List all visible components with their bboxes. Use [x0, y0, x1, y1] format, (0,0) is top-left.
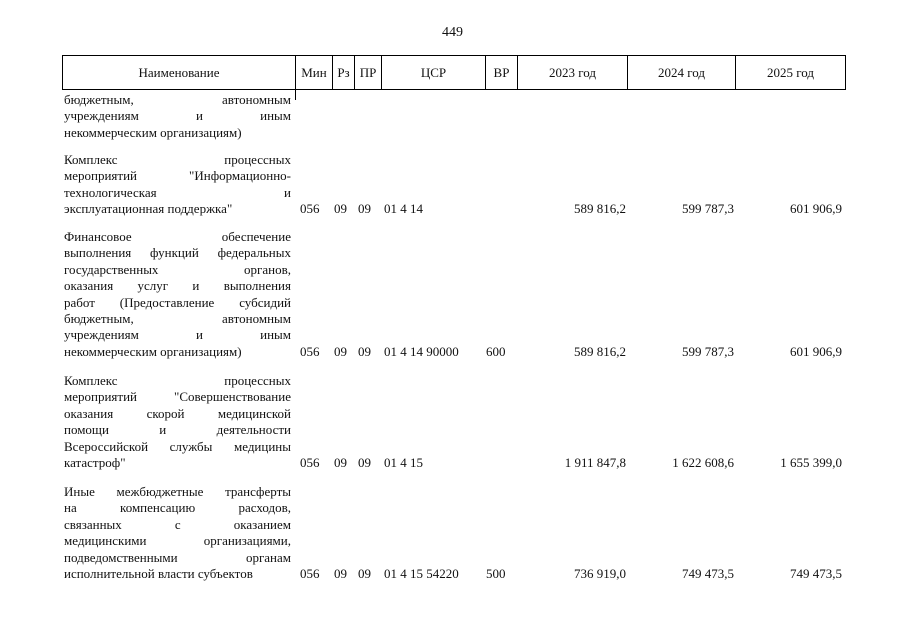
cell-vr: 500 [486, 566, 506, 581]
header-csr: ЦСР [382, 56, 486, 89]
row-name-line: эксплуатационная поддержка" [64, 201, 233, 217]
cell-y2025: 1 655 399,0 [780, 455, 842, 470]
row-name-line: технологическая и [64, 184, 291, 200]
header-name: Наименование [63, 56, 296, 89]
table-header [62, 55, 846, 90]
column-divider [295, 90, 296, 100]
cell-min: 056 [300, 455, 320, 470]
row-name-line: некоммерческим организациям) [64, 124, 242, 140]
row-name-line: некоммерческим организациям) [64, 343, 242, 359]
row-name-line: исполнительной власти субъектов [64, 565, 253, 581]
row-name-line: Всероссийской службы медицины [64, 438, 291, 454]
cell-min: 056 [300, 343, 320, 359]
row-name-line: катастроф" [64, 454, 126, 470]
row-name-line: государственных органов, [64, 261, 291, 277]
cell-rz: 09 [334, 201, 347, 217]
row-name-line: связанных с оказанием [64, 516, 291, 532]
cell-y2024: 749 473,5 [682, 566, 734, 581]
row-name-line: помощи и деятельности [64, 422, 291, 438]
row-name-line: учреждениям и иным [64, 327, 291, 343]
header-min: Мин [296, 56, 333, 89]
header-2024: 2024 год [628, 56, 736, 89]
row-name-line: бюджетным, автономным [64, 310, 291, 326]
row-name-line: Комплекс процессных [64, 152, 291, 167]
cell-y2024: 599 787,3 [682, 201, 734, 217]
cell-pr: 09 [358, 566, 371, 581]
cell-y2023: 589 816,2 [574, 343, 626, 359]
header-2023: 2023 год [518, 56, 628, 89]
row-name-line: выполнения функций федеральных [64, 245, 291, 261]
cell-y2023: 1 911 847,8 [564, 455, 626, 470]
cell-y2025: 601 906,9 [790, 343, 842, 359]
row-name-line: бюджетным, автономным [64, 92, 291, 107]
cell-min: 056 [300, 566, 320, 581]
row-name [64, 92, 291, 141]
row-name [64, 229, 291, 360]
row-name-line: на компенсацию расходов, [64, 500, 291, 516]
row-name [64, 373, 291, 471]
row-name-line: Комплекс процессных [64, 373, 291, 388]
cell-min: 056 [300, 201, 320, 217]
cell-pr: 09 [358, 201, 371, 217]
header-vr: ВР [486, 56, 518, 89]
cell-y2025: 749 473,5 [790, 566, 842, 581]
header-2025: 2025 год [767, 65, 814, 80]
cell-csr: 01 4 14 [384, 201, 423, 217]
cell-vr: 600 [486, 343, 506, 359]
cell-y2025: 601 906,9 [790, 201, 842, 217]
cell-csr: 01 4 14 90000 [384, 343, 459, 359]
cell-rz: 09 [334, 455, 347, 470]
row-name-line: мероприятий "Информационно- [64, 168, 291, 184]
cell-y2023: 736 919,0 [574, 566, 626, 581]
cell-rz: 09 [334, 343, 347, 359]
cell-y2023: 589 816,2 [574, 201, 626, 217]
cell-y2024: 599 787,3 [682, 343, 734, 359]
page-number: 449 [442, 25, 463, 40]
row-name-line: оказания скорой медицинской [64, 405, 291, 421]
cell-pr: 09 [358, 455, 371, 470]
row-name-line: учреждениям и иным [64, 108, 291, 124]
row-name-line: Финансовое обеспечение [64, 229, 291, 244]
cell-pr: 09 [358, 343, 371, 359]
row-name-line: подведомственными органам [64, 549, 291, 565]
header-pr: ПР [355, 56, 382, 89]
row-name-line: Иные межбюджетные трансферты [64, 484, 291, 499]
row-name [64, 152, 291, 218]
cell-csr: 01 4 15 [384, 455, 423, 470]
row-name-line: медицинскими организациями, [64, 533, 291, 549]
cell-csr: 01 4 15 54220 [384, 566, 459, 581]
row-name [64, 484, 291, 582]
cell-y2024: 1 622 608,6 [672, 455, 734, 470]
row-name-line: работ (Предоставление субсидий [64, 294, 291, 310]
cell-rz: 09 [334, 566, 347, 581]
row-name-line: мероприятий "Совершенствование [64, 389, 291, 405]
header-rz: Рз [333, 56, 355, 89]
row-name-line: оказания услуг и выполнения [64, 278, 291, 294]
